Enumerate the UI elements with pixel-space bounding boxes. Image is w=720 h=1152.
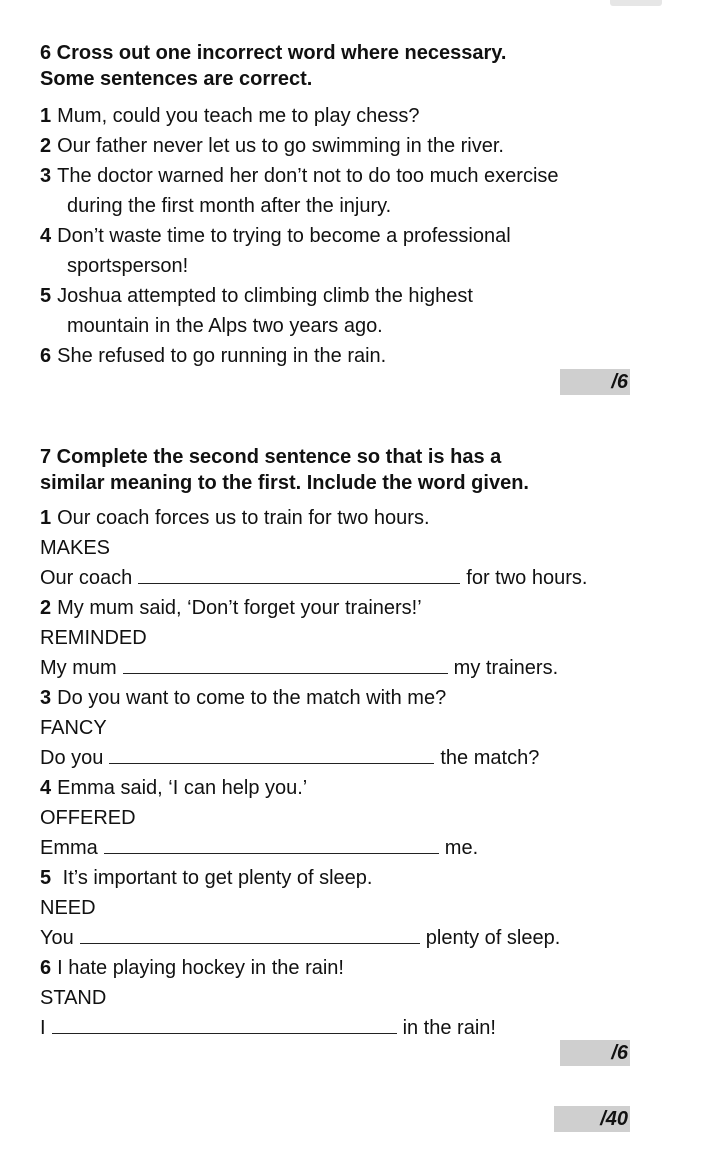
- item-number: 5: [40, 867, 52, 889]
- exercise-7-item-6-sentence: [40, 953, 690, 983]
- exercise-6-item-5: [40, 281, 690, 341]
- gap-start-text: Do you: [40, 747, 104, 769]
- item-text: The doctor warned her don’t not to do too much exercise: [57, 165, 559, 187]
- exercise-7-item-1-sentence: [40, 503, 690, 533]
- exercise-6-instructions: [40, 40, 680, 92]
- gap-start-text: I: [40, 1017, 46, 1039]
- exercise-7-item-6-keyword: STAND: [40, 987, 107, 1009]
- exercise-7-item-3-gap-line: [40, 743, 690, 773]
- exercise-7-title-line-1: 7 Complete the second sentence so that is has a: [40, 446, 502, 468]
- item-number: 3: [40, 687, 52, 709]
- exercise-7-title-line-2: similar meaning to the first. Include the word given.: [40, 472, 529, 494]
- exercise-7-item-3-sentence: [40, 683, 690, 713]
- gap-end-text: my trainers.: [453, 657, 559, 679]
- answer-blank[interactable]: [104, 836, 439, 854]
- exercise-6-item-6: [40, 341, 690, 371]
- gap-end-text: the match?: [440, 747, 540, 769]
- exercise-7-item-2-sentence: [40, 593, 690, 623]
- exercise-7-score-box: /6: [560, 1040, 630, 1066]
- item-text: Joshua attempted to climbing climb the highest: [57, 285, 473, 307]
- gap-start-text: Emma: [40, 837, 98, 859]
- gap-end-text: me.: [444, 837, 479, 859]
- item-number: 5: [40, 285, 52, 307]
- item-number: 4: [40, 777, 52, 799]
- item-text: She refused to go running in the rain.: [57, 345, 387, 367]
- exercise-6-title-line-2: Some sentences are correct.: [40, 68, 313, 90]
- item-number: 6: [40, 345, 52, 367]
- exercise-7-item-4-gap-line: [40, 833, 690, 863]
- gap-end-text: in the rain!: [402, 1017, 496, 1039]
- exercise-7-instructions: [40, 444, 680, 496]
- answer-blank[interactable]: [109, 746, 434, 764]
- answer-blank[interactable]: [80, 926, 420, 944]
- exercise-7-item-5-sentence: [40, 863, 690, 893]
- answer-blank[interactable]: [52, 1016, 397, 1034]
- item-text-continued: during the first month after the injury.: [67, 195, 392, 217]
- exercise-7-item-5-gap-line: [40, 923, 690, 953]
- item-text: Emma said, ‘I can help you.’: [57, 777, 308, 799]
- item-text-continued: mountain in the Alps two years ago.: [67, 315, 383, 337]
- exercise-7-item-2-gap-line: [40, 653, 690, 683]
- total-score-box: /40: [554, 1106, 630, 1132]
- exercise-7-item-5-keyword: NEED: [40, 897, 96, 919]
- exercise-7-item-2-keyword: REMINDED: [40, 627, 147, 649]
- exercise-6-item-4: [40, 221, 690, 281]
- exercise-7-item-4-sentence: [40, 773, 690, 803]
- item-text: I hate playing hockey in the rain!: [57, 957, 344, 979]
- item-number: 1: [40, 507, 52, 529]
- item-text-continued: sportsperson!: [67, 255, 189, 277]
- gap-end-text: for two hours.: [466, 567, 588, 589]
- exercise-6-list: [40, 101, 690, 371]
- exercise-7-item-1-gap-line: [40, 563, 690, 593]
- item-number: 3: [40, 165, 52, 187]
- item-number: 2: [40, 597, 52, 619]
- exercise-6-item-2: [40, 131, 690, 161]
- exercise-7-item-3-keyword: FANCY: [40, 717, 107, 739]
- page-corner-mark: [610, 0, 662, 6]
- exercise-7-item-6-gap-line: [40, 1013, 690, 1043]
- answer-blank[interactable]: [138, 566, 460, 584]
- exercise-7-item-1-keyword: MAKES: [40, 537, 111, 559]
- item-text: Our father never let us to go swimming in the river.: [57, 135, 504, 157]
- gap-start-text: You: [40, 927, 74, 949]
- item-number: 2: [40, 135, 52, 157]
- answer-blank[interactable]: [123, 656, 448, 674]
- item-text: Mum, could you teach me to play chess?: [57, 105, 420, 127]
- item-text: Our coach forces us to train for two hours.: [57, 507, 430, 529]
- item-number: 6: [40, 957, 52, 979]
- exercise-7-list: [40, 503, 690, 1043]
- gap-start-text: My mum: [40, 657, 117, 679]
- exercise-7-item-4-keyword: OFFERED: [40, 807, 136, 829]
- item-number: 1: [40, 105, 52, 127]
- gap-end-text: plenty of sleep.: [425, 927, 561, 949]
- item-text: It’s important to get plenty of sleep.: [57, 867, 373, 889]
- item-text: My mum said, ‘Don’t forget your trainers!’: [57, 597, 422, 619]
- item-text: Don’t waste time to trying to become a professional: [57, 225, 511, 247]
- item-text: Do you want to come to the match with me?: [57, 687, 447, 709]
- item-number: 4: [40, 225, 52, 247]
- exercise-6-item-1: [40, 101, 690, 131]
- exercise-6-item-3: [40, 161, 690, 221]
- gap-start-text: Our coach: [40, 567, 133, 589]
- exercise-6-title-line-1: 6 Cross out one incorrect word where necessary.: [40, 42, 507, 64]
- exercise-6-score-box: /6: [560, 369, 630, 395]
